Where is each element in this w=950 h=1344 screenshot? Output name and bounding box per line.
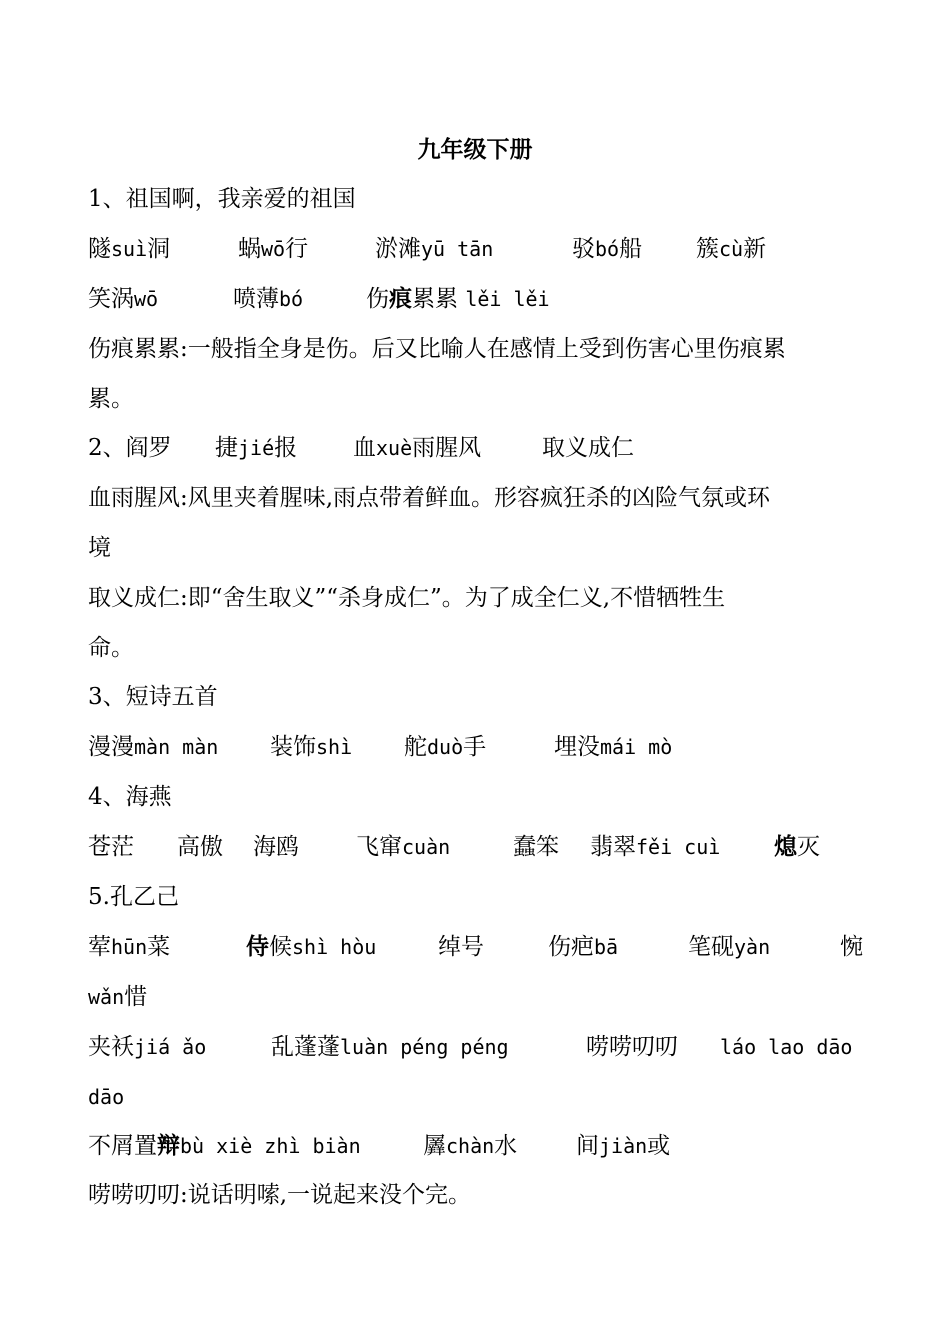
- vocab-item: 间jiàn或: [576, 1133, 671, 1159]
- vocab-item: 羼chàn水: [423, 1133, 518, 1159]
- definition-text: 取义成仁:即“舍生取义”“杀身成仁”。为了成全仁义,不惜牺牲生: [88, 585, 726, 611]
- vocab-item: 取义成仁: [542, 435, 634, 461]
- definition-text: 境: [88, 535, 111, 561]
- vocab-item: 高傲: [177, 834, 223, 860]
- vocab-item: 飞窜cuàn: [356, 834, 451, 860]
- vocab-item: 翡翠fěi cuì: [590, 834, 721, 860]
- page-title: 九年级下册: [417, 137, 533, 163]
- vocab-item: 淤滩yū tān: [375, 236, 494, 262]
- vocab-item: 埋没mái mò: [554, 734, 673, 760]
- vocab-item: 血xuè雨腥风: [353, 435, 482, 461]
- section-5-heading: 5.孔乙己: [88, 884, 179, 910]
- vocab-item: 伤疤bā: [548, 934, 619, 960]
- vocab-item: 侍候shì hòu: [246, 934, 377, 960]
- vocab-item: 驳bó船: [572, 236, 643, 262]
- vocab-item: 2、阎罗: [88, 435, 172, 461]
- vocab-item: 捷jié报: [215, 435, 298, 461]
- definition-text: 血雨腥风:风里夹着腥味,雨点带着鲜血。形容疯狂杀的凶险气氛或环: [88, 485, 771, 511]
- vocab-item: 喷薄bó: [233, 286, 304, 312]
- definition-text: 伤痕累累:一般指全身是伤。后又比喻人在感情上受到伤害心里伤痕累: [88, 336, 786, 362]
- vocab-item: 蜗wō行: [238, 236, 309, 262]
- vocab-item: 笔砚yàn: [688, 934, 771, 960]
- vocab-item: 不屑置辩bù xiè zhì biàn: [88, 1133, 361, 1159]
- vocab-item: 蠢笨: [513, 834, 559, 860]
- vocab-item: 唠唠叨叨: [586, 1034, 678, 1060]
- vocab-item: 夹袄jiá ǎo: [88, 1034, 207, 1060]
- vocab-item: 乱蓬蓬luàn péng péng: [271, 1034, 509, 1060]
- vocab-item: 漫漫màn màn: [88, 734, 219, 760]
- section-1-heading: 1、祖国啊，我亲爱的祖国: [88, 186, 356, 212]
- section-5-vocab-row-2-cont: dāo: [88, 1085, 125, 1109]
- vocab-item: 簇cù新: [696, 236, 767, 262]
- vocab-item: 荤hūn菜: [88, 934, 171, 960]
- vocab-item: 惋: [840, 934, 863, 960]
- vocab-item: 隧suì洞: [88, 236, 171, 262]
- vocab-item: 装饰shì: [270, 734, 353, 760]
- vocab-item: 伤痕累累 lěi lěi: [366, 286, 550, 312]
- definition-text: 命。: [88, 635, 134, 661]
- section-5-vocab-row-1-cont: [88, 977, 868, 1017]
- section-3-heading: 3、短诗五首: [88, 684, 218, 710]
- section-4-heading: 4、海燕: [88, 784, 172, 810]
- vocab-item: 舵duò手: [404, 734, 487, 760]
- vocab-item: 笑涡wō: [88, 286, 159, 312]
- pinyin: wǎn: [88, 985, 125, 1009]
- definition-text: 累。: [88, 386, 134, 412]
- pinyin: láo lao dāo: [720, 1035, 853, 1059]
- vocab-item: 海鸥: [253, 834, 299, 860]
- vocab-char: 惜: [124, 984, 148, 1010]
- vocab-item: 熄灭: [774, 834, 820, 860]
- vocab-item: 苍茫: [88, 834, 134, 860]
- definition-text: 唠唠叨叨:说话明嗦,一说起来没个完。: [88, 1182, 472, 1208]
- vocab-item: 绰号: [438, 934, 484, 960]
